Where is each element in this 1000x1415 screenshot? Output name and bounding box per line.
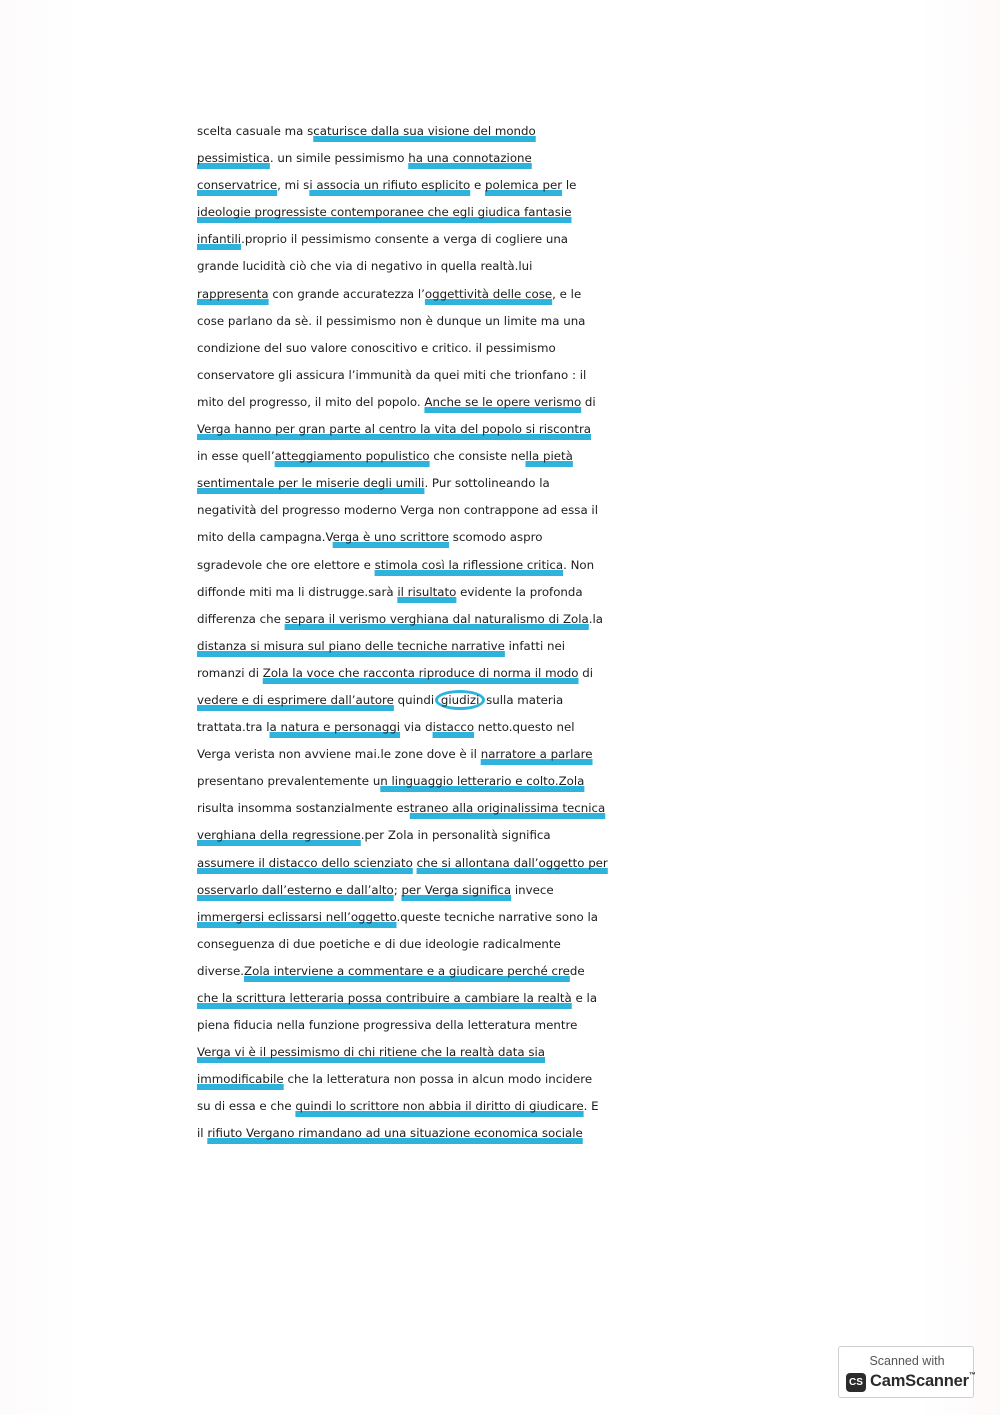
text-segment: con grande accuratezza l’ xyxy=(268,286,425,301)
highlighted-text: il risultato xyxy=(397,584,457,599)
highlighted-text: osservarlo dall’esterno e dall’alto xyxy=(197,882,394,897)
highlighted-text: erga è uno scrittore xyxy=(332,530,450,545)
text-line xyxy=(197,362,867,389)
highlighted-text: Zola la voce che racconta riproduce di norma il modo xyxy=(262,665,579,680)
text-line xyxy=(197,470,867,497)
watermark-brand xyxy=(870,1372,976,1391)
text-segment: sulla materia xyxy=(482,692,564,707)
text-segment: , e le xyxy=(552,286,582,301)
highlighted-text: stimola così la riflessione critica xyxy=(374,557,564,572)
text-segment: romanzi di xyxy=(197,665,263,680)
highlighted-text: rifiuto Vergano rimandano ad una situazione economica sociale xyxy=(207,1126,583,1141)
text-segment: presentano prevalentemente u xyxy=(197,774,381,789)
text-segment: invece xyxy=(511,882,554,897)
highlighted-text: immodificabile xyxy=(197,1072,284,1087)
highlighted-text: istacco xyxy=(432,720,475,735)
text-line xyxy=(197,443,867,470)
highlighted-text: polemica per xyxy=(485,178,563,193)
highlighted-text: che la scrittura letteraria possa contribuire a cambiare la realtà xyxy=(197,991,572,1005)
text-segment: via d xyxy=(400,720,433,735)
highlighted-text: separa il verismo verghiana dal naturalismo di Zola xyxy=(284,611,589,626)
text-line xyxy=(197,552,867,579)
text-segment: diffonde miti ma li distrugge.sarà xyxy=(197,584,398,599)
text-line xyxy=(197,714,867,741)
text-line xyxy=(197,524,867,551)
highlighted-text: caturisce dalla sua visione del mondo xyxy=(313,124,536,138)
text-segment: .proprio il pessimismo consente a verga di cogliere una xyxy=(241,232,569,247)
text-segment: de xyxy=(569,963,585,978)
highlighted-text: lla pietà xyxy=(525,449,573,464)
highlighted-text: vedere e di esprimere dall’autore xyxy=(197,692,394,707)
text-segment: le xyxy=(562,178,577,193)
text-segment: Verga verista non avviene mai.le zone dove è il xyxy=(197,747,481,762)
highlighted-text: traneo alla originalissima tecnica xyxy=(409,801,606,816)
text-segment: risulta insomma sostanzialmente es xyxy=(197,801,410,816)
text-line xyxy=(197,253,867,280)
text-line xyxy=(197,931,867,958)
highlighted-text: Verga vi è il pessimismo di chi ritiene che la realtà data sia xyxy=(197,1045,545,1060)
text-line xyxy=(197,335,867,362)
text-line xyxy=(197,281,867,308)
text-line xyxy=(197,172,867,199)
highlighted-text: pessimistica xyxy=(197,151,270,166)
highlighted-text: distanza si misura sul piano delle tecniche narrative xyxy=(197,638,505,653)
text-segment: il xyxy=(197,1126,208,1141)
text-segment: grande lucidità ciò che via di negativo in quella realtà.lui xyxy=(197,259,533,274)
text-segment: che consiste ne xyxy=(429,449,526,464)
text-line xyxy=(197,606,867,633)
text-segment: conseguenza di due poetiche e di due ideologie radicalmente xyxy=(197,936,561,951)
text-segment: in esse quell’ xyxy=(197,449,275,464)
text-segment: . Pur sottolineando la xyxy=(424,476,550,491)
highlighted-text: che si allontana dall’oggetto per xyxy=(416,855,608,870)
handwritten-notes-text xyxy=(197,118,867,1148)
text-line xyxy=(197,497,867,524)
text-segment: scomodo aspro xyxy=(449,530,543,545)
highlighted-text: quindi lo scrittore non abbia il diritto di giudicare xyxy=(295,1099,584,1114)
text-segment: scelta casuale ma s xyxy=(197,124,314,138)
text-segment: mito del progresso, il mito del popolo. xyxy=(197,394,425,409)
text-segment: . un simile pessimismo xyxy=(269,151,409,166)
text-segment: , mi s xyxy=(277,178,310,193)
watermark-caption: Scanned with xyxy=(869,1354,945,1368)
highlighted-text: Zola interviene a commentare e a giudicare perché cre xyxy=(244,963,570,978)
highlighted-text: narratore a parlare xyxy=(480,747,593,762)
watermark-trademark: ™ xyxy=(968,1372,976,1379)
highlighted-text: Verga hanno per gran parte al centro la vita del popolo si riscontra xyxy=(197,422,592,437)
text-segment: infatti nei xyxy=(504,638,566,653)
highlighted-text: assumere il distacco dello scienziato xyxy=(197,855,413,870)
text-segment: conservatore gli assicura l’immunità da quei miti che trionfano : il xyxy=(197,367,587,382)
text-segment: condizione del suo valore conoscitivo e critico. il pessimismo xyxy=(197,340,556,355)
text-line xyxy=(197,226,867,253)
text-segment: cose parlano da sè. il pessimismo non è dunque un limite ma una xyxy=(197,313,586,328)
text-line xyxy=(197,958,867,985)
text-segment: ; xyxy=(393,882,402,897)
text-line xyxy=(197,850,867,877)
text-line xyxy=(197,199,867,226)
text-segment: .queste tecniche narrative sono la xyxy=(396,909,599,924)
highlighted-text: rappresenta xyxy=(197,286,269,301)
text-line xyxy=(197,795,867,822)
text-line xyxy=(197,822,867,849)
text-line xyxy=(197,308,867,335)
text-line xyxy=(197,145,867,172)
text-line xyxy=(197,118,867,145)
highlighted-text: ideologie progressiste contemporanee che egli giudica fantasie xyxy=(197,205,572,220)
text-segment: . E xyxy=(583,1099,599,1114)
text-segment: .la xyxy=(588,611,604,626)
camscanner-logo-icon: CS xyxy=(846,1373,866,1392)
highlighted-text: per Verga significa xyxy=(401,882,512,897)
camscanner-watermark xyxy=(838,1346,974,1398)
text-line xyxy=(197,660,867,687)
circled-word: giudizi xyxy=(435,690,485,710)
highlighted-text: n linguaggio letterario e colto.Zola xyxy=(380,774,585,789)
text-line xyxy=(197,1093,867,1120)
text-segment: negatività del progresso moderno Verga non contrappone ad essa il xyxy=(197,503,598,518)
text-line xyxy=(197,985,867,1012)
text-line xyxy=(197,579,867,606)
text-segment: sgradevole che ore elettore e xyxy=(197,557,375,572)
highlighted-text: a natura e personaggi xyxy=(269,720,401,735)
text-segment: e xyxy=(470,178,485,193)
text-line xyxy=(197,416,867,443)
text-line xyxy=(197,1120,867,1147)
highlighted-text: infantili xyxy=(197,232,242,247)
text-line xyxy=(197,687,867,714)
highlighted-text: immergersi eclissarsi nell’oggetto xyxy=(197,909,397,924)
text-segment: quindi xyxy=(393,692,438,707)
text-segment: mito della campagna.V xyxy=(197,530,333,545)
highlighted-text: conservatrice xyxy=(197,178,278,193)
text-segment: di xyxy=(578,665,594,680)
text-line xyxy=(197,877,867,904)
text-segment: netto.questo nel xyxy=(474,720,575,735)
text-segment: e la xyxy=(571,991,598,1005)
text-segment: su di essa e che xyxy=(197,1099,296,1114)
watermark-brand-name: CamScanner xyxy=(870,1372,969,1390)
highlighted-text: oggettività delle cose xyxy=(424,286,553,301)
text-line xyxy=(197,741,867,768)
text-segment: .per Zola in personalità significa xyxy=(360,828,551,843)
text-segment: diverse. xyxy=(197,963,245,978)
text-segment: . Non xyxy=(563,557,595,572)
highlighted-text: verghiana della regressione xyxy=(197,828,361,843)
text-segment: evidente la profonda xyxy=(456,584,583,599)
text-line xyxy=(197,1039,867,1066)
text-line xyxy=(197,1066,867,1093)
text-segment: trattata.tra l xyxy=(197,720,270,735)
text-segment: che la letteratura non possa in alcun modo incidere xyxy=(283,1072,593,1087)
text-segment: differenza che xyxy=(197,611,285,626)
highlighted-text: ha una connotazione xyxy=(408,151,532,166)
text-line xyxy=(197,389,867,416)
text-segment: piena fiducia nella funzione progressiva della letteratura mentre xyxy=(197,1018,578,1033)
text-line xyxy=(197,1012,867,1039)
highlighted-text: Anche se le opere verismo xyxy=(424,394,582,409)
highlighted-text: sentimentale per le miserie degli umili xyxy=(197,476,425,491)
text-line xyxy=(197,904,867,931)
text-line xyxy=(197,633,867,660)
text-line xyxy=(197,768,867,795)
highlighted-text: atteggiamento populistico xyxy=(274,449,430,464)
highlighted-text: i associa un rifiuto esplicito xyxy=(309,178,471,193)
text-segment: di xyxy=(581,394,596,409)
